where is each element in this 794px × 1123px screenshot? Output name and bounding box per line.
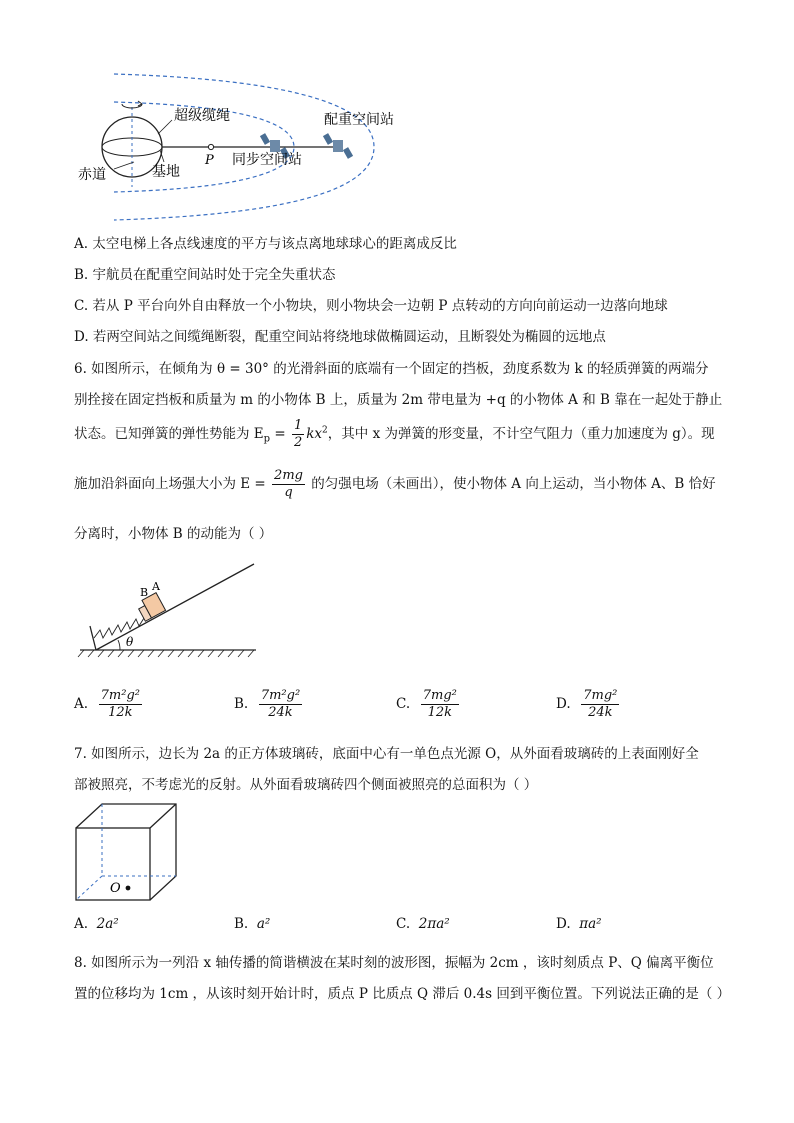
- q7-option-c: C. 2πa²: [396, 916, 450, 932]
- q5-option-b: B. 宇航员在配重空间站时处于完全失重状态: [74, 267, 336, 283]
- q6-option-b: B. $\frac{\text{7m²g²}}{24k}$: [234, 688, 301, 720]
- q6-line-4: 施加沿斜面向上场强大小为 E = $\frac{2mg}{q}$ 的匀强电场（未画出），使小物体 A 向上运动，当小物体 A、B 恰好: [74, 468, 716, 500]
- supercable-label: 超级缆绳: [174, 108, 230, 124]
- space-elevator-figure: [74, 62, 414, 222]
- light-source-label: O: [110, 881, 121, 896]
- q6-option-a: A. $\frac{\text{7m²g²}}{12k}$: [74, 688, 140, 720]
- q6-option-c: C. $\frac{\text{7mg²}}{12k}$: [396, 688, 457, 720]
- q7-line-1: 7. 如图所示，边长为 2a 的正方体玻璃砖，底面中心有一单色点光源 O，从外面看玻璃砖的上表面刚好全: [74, 746, 699, 762]
- q6-line-3: 状态。已知弹簧的弹性势能为 $E_p$ = $\frac{1}{2}$ $kx^2$，其中 x 为弹簧的形变量，不计空气阻力（重力加速度为 g）。现: [74, 418, 715, 450]
- q6-option-d: D. $\frac{\text{7mg²}}{24k}$: [556, 688, 618, 720]
- base-label: 基地: [152, 164, 180, 180]
- block-b-label: B: [140, 586, 149, 599]
- q5-option-a: A. 太空电梯上各点线速度的平方与该点离地球球心的距离成反比: [74, 236, 457, 252]
- q7-option-b: B. a²: [234, 916, 271, 932]
- q7-option-d: D. πa²: [556, 916, 602, 932]
- geo-station-label: 同步空间站: [232, 152, 302, 168]
- q8-line-2: 置的位移均为 1cm ，从该时刻开始计时，质点 P 比质点 Q 滞后 0.4s 回到平衡位置。下列说法正确的是（ ）: [74, 986, 731, 1002]
- q7-line-2: 部被照亮，不考虑光的反射。从外面看玻璃砖四个侧面被照亮的总面积为（ ）: [74, 777, 538, 793]
- q7-option-a: A. 2a²: [74, 916, 119, 932]
- q5-option-c: C. 若从 P 平台向外自由释放一个小物块，则小物块会一边朝 P 点转动的方向向前运动一边落向地球: [74, 298, 668, 314]
- q8-line-1: 8. 如图所示为一列沿 x 轴传播的简谐横波在某时刻的波形图，振幅为 2cm ，该时刻质点 P、Q 偏离平衡位: [74, 955, 714, 971]
- p-label: P: [205, 153, 214, 168]
- counterweight-label: 配重空间站: [324, 112, 394, 128]
- theta-label: θ: [126, 635, 134, 649]
- equator-label: 赤道: [78, 167, 106, 183]
- counterweight-station-icon: [323, 133, 353, 159]
- q6-line-1: 6. 如图所示，在倾角为 θ = 30° 的光滑斜面的底端有一个固定的挡板，劲度系数为 k 的轻质弹簧的两端分: [74, 361, 709, 377]
- q6-line-2: 别拴接在固定挡板和质量为 m 的小物体 B 上，质量为 2m 带电量为 +q 的小物体 A 和 B 靠在一起处于静止: [74, 392, 723, 408]
- q6-line-5: 分离时，小物体 B 的动能为（ ）: [74, 526, 273, 542]
- cube-figure: [74, 800, 184, 904]
- incline-figure: [76, 560, 266, 665]
- block-a-label: A: [152, 580, 160, 593]
- q5-option-d: D. 若两空间站之间缆绳断裂，配重空间站将绕地球做椭圆运动，且断裂处为椭圆的远地点: [74, 329, 606, 345]
